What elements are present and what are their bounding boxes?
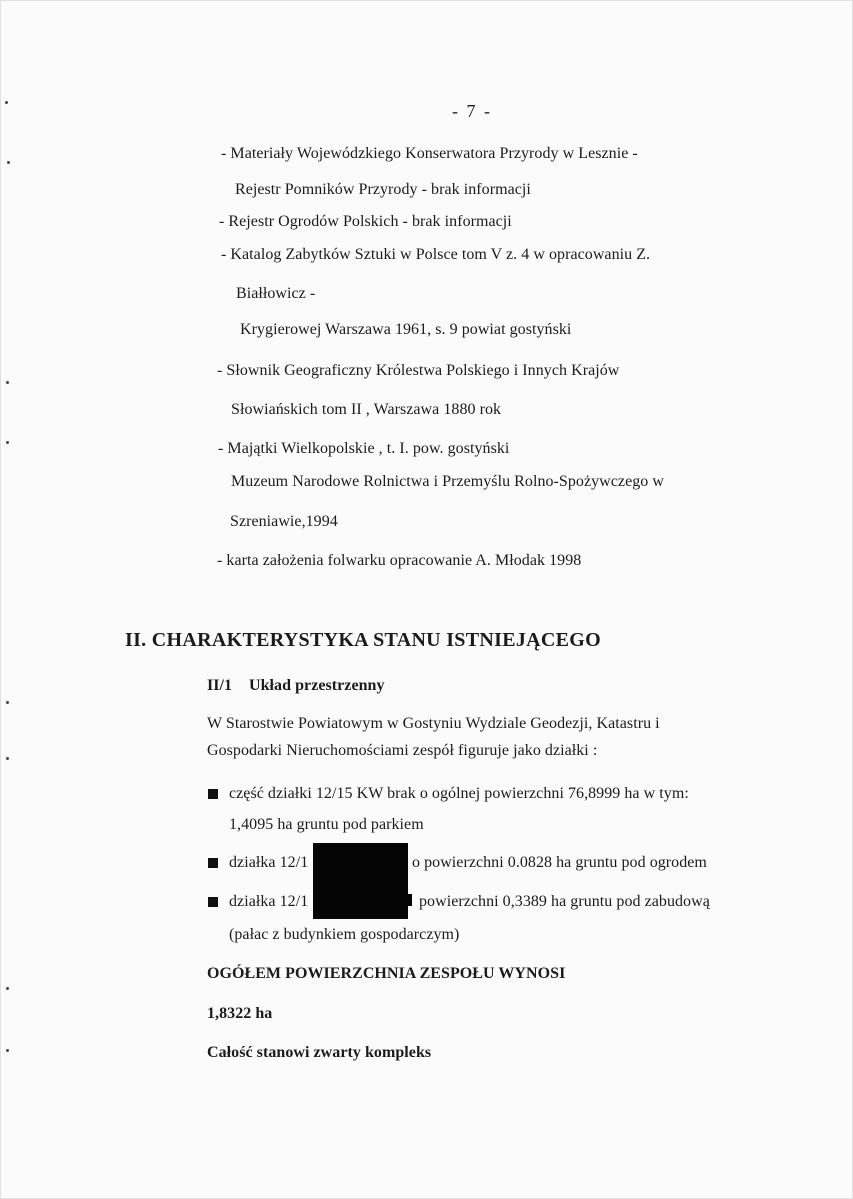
source-line: - Słownik Geograficzny Królestwa Polskiego i Innych Krajów	[217, 362, 620, 379]
parcel-text: działka 12/1	[229, 854, 309, 871]
subsection-heading	[207, 676, 385, 696]
source-line: Rejestr Pomników Przyrody - brak informacji	[235, 181, 531, 198]
parcel-text: o powierzchni 0.0828 ha gruntu pod ogrodem	[412, 854, 707, 871]
source-line: Muzeum Narodowe Rolnictwa i Przemyślu Rolno-Spożywczego w	[231, 473, 664, 490]
total-value: 1,8322 ha	[207, 1005, 273, 1022]
redaction-box	[313, 843, 408, 919]
parcel-text: 1,4095 ha gruntu pod parkiem	[229, 816, 424, 833]
scan-margin-mark	[6, 757, 9, 760]
subsection-title: Układ przestrzenny	[249, 677, 385, 694]
scan-margin-mark	[6, 701, 9, 704]
bullet-square	[208, 858, 218, 868]
scan-margin-mark	[6, 1049, 9, 1052]
bullet-square	[208, 789, 218, 799]
intro-text: Gospodarki Nieruchomościami zespół figuruje jako działki :	[207, 742, 598, 759]
source-line: Szreniawie,1994	[230, 513, 338, 530]
intro-text: W Starostwie Powiatowym w Gostyniu Wydziale Geodezji, Katastru i	[207, 715, 660, 732]
source-line: - Materiały Wojewódzkiego Konserwatora Przyrody w Lesznie -	[221, 145, 638, 162]
page-number: - 7 -	[452, 101, 492, 121]
source-line: Krygierowej Warszawa 1961, s. 9 powiat gostyński	[240, 321, 572, 338]
source-line: Słowiańskich tom II , Warszawa 1880 rok	[231, 401, 502, 418]
scan-margin-mark	[6, 441, 9, 444]
source-line: - karta założenia folwarku opracowanie A. Młodak 1998	[217, 552, 582, 569]
scan-margin-mark	[6, 987, 9, 990]
source-line: - Rejestr Ogrodów Polskich - brak informacji	[219, 213, 512, 230]
parcel-text: (pałac z budynkiem gospodarczym)	[229, 926, 460, 943]
parcel-text: powierzchni 0,3389 ha gruntu pod zabudową	[419, 893, 710, 910]
parcel-text: działka 12/1	[229, 893, 309, 910]
subsection-number: II/1	[207, 677, 233, 694]
redaction-edge	[408, 894, 412, 906]
parcel-text: część działki 12/15 KW brak o ogólnej powierzchni 76,8999 ha w tym:	[229, 785, 689, 802]
total-label: OGÓŁEM POWIERZCHNIA ZESPOŁU WYNOSI	[207, 965, 566, 982]
source-line: - Majątki Wielkopolskie , t. I. pow. gostyński	[218, 440, 510, 457]
bullet-square	[208, 897, 218, 907]
section-title: II. CHARAKTERYSTYKA STANU ISTNIEJĄCEGO	[125, 629, 601, 651]
source-line: Białłowicz -	[236, 285, 316, 302]
closing-statement: Całość stanowi zwarty kompleks	[207, 1044, 432, 1061]
source-line: - Katalog Zabytków Sztuki w Polsce tom V z. 4 w opracowaniu Z.	[221, 246, 651, 263]
scan-margin-mark	[5, 101, 8, 104]
scan-margin-mark	[7, 161, 10, 164]
scan-margin-mark	[6, 381, 9, 384]
